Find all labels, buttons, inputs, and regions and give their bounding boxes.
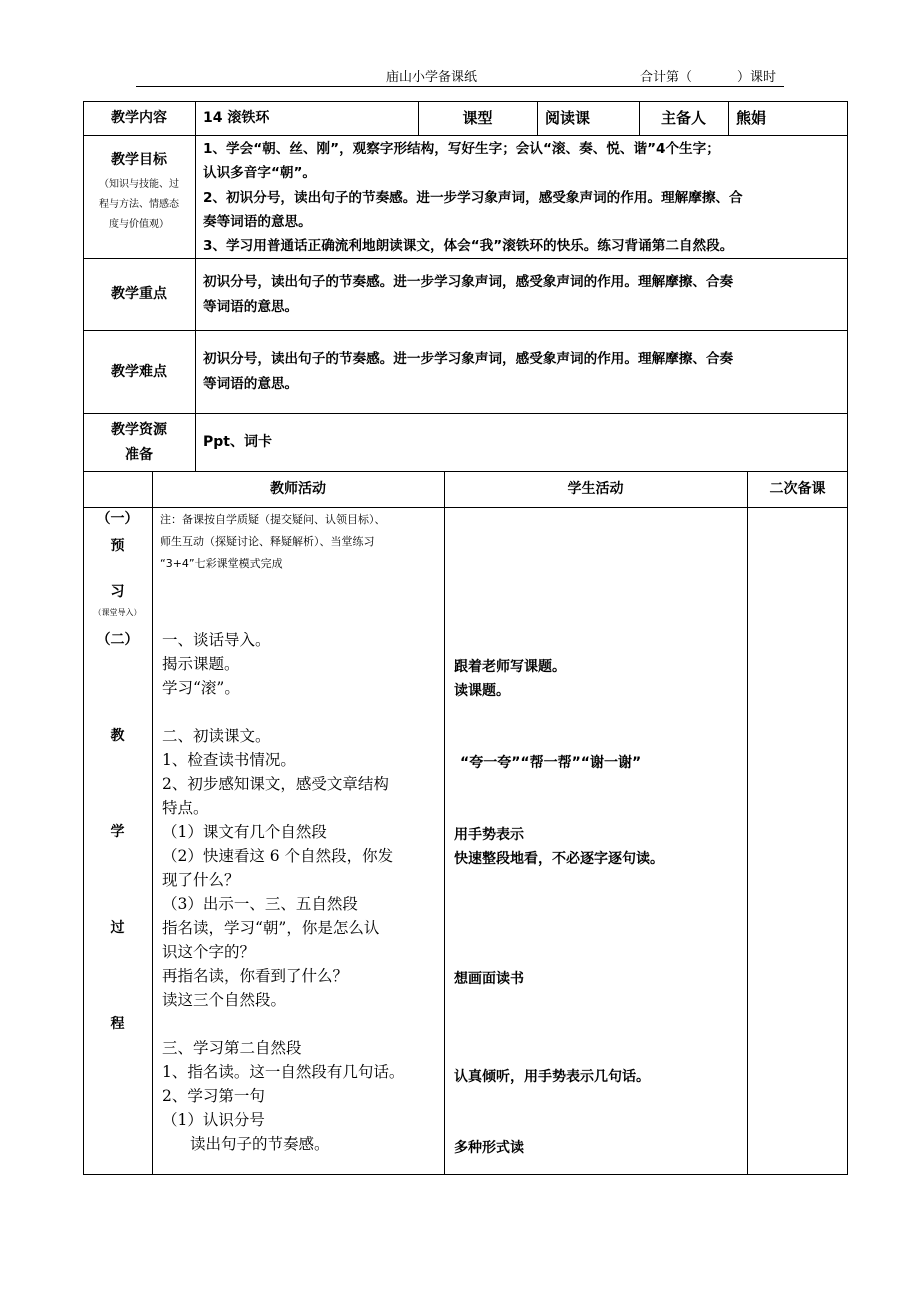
note-line-1: 注：备课按自学质疑（提交疑问、认领目标）、 [160,513,386,526]
teacher-line: （1）认识分号 [162,1111,265,1129]
type-label: 课型 [462,109,493,127]
side-char-xue: 学 [110,824,125,840]
preparer-value: 熊娟 [736,109,767,127]
teacher-line: 三、学习第二自然段 [162,1039,302,1057]
teacher-line: 特点。 [162,799,209,817]
teacher-line: 1、检查读书情况。 [162,751,296,769]
goals-line-1: 1、学会“朝、丝、刚”，观察字形结构，写好生字；会认“滚、奏、悦、谐”4个生字； [203,141,720,157]
teacher-line: 读这三个自然段。 [162,991,287,1009]
teacher-line: 揭示课题。 [162,655,240,673]
content-label: 教学内容 [111,110,167,126]
student-line: 多种形式读 [454,1140,524,1156]
difficulties-label: 教学难点 [111,364,167,380]
teacher-activity-header: 教师活动 [270,481,326,497]
side-char-yu: 预 [110,538,125,554]
teacher-line: 读出句子的节奏感。 [190,1135,330,1153]
side-char-cheng: 程 [110,1016,125,1032]
second-prep-header: 二次备课 [769,481,826,497]
period-prefix: 合计第（ [640,70,693,85]
teacher-line: 再指名读，你看到了什么？ [162,967,349,985]
section-2-label: （二） [96,632,139,648]
teacher-line: 二、初读课文。 [162,727,271,745]
teacher-line: 2、初步感知课文，感受文章结构 [162,775,389,793]
goals-label: 教学目标 [111,152,167,168]
side-char-guo: 过 [110,920,125,936]
key-points-label: 教学重点 [111,286,167,302]
goals-line-5: 3、学习用普通话正确流利地朗读课文，体会“我”滚铁环的快乐。练习背诵第二自然段。 [203,238,734,254]
resources-label-2: 准备 [125,447,153,463]
note-line-2: 师生互动（探疑讨论、释疑解析）、当堂练习 [160,535,375,548]
key-points-line-2: 等词语的意思。 [203,299,299,315]
teacher-line: （3）出示一、三、五自然段 [162,895,358,913]
goals-line-3: 2、初识分号，读出句子的节奏感。进一步学习象声词，感受象声词的作用。理解摩擦、合 [203,190,743,206]
student-line: 认真倾听，用手势表示几句话。 [454,1069,650,1085]
teacher-line: 一、谈话导入。 [162,631,271,649]
section-1-note: （课堂导入） [93,608,142,617]
student-line: 用手势表示 [454,827,524,843]
difficulties-line-2: 等词语的意思。 [203,376,299,392]
header-rule [136,86,784,87]
preparer-label: 主备人 [660,109,706,127]
section-1-label: （一） [96,511,139,527]
goals-sublabel-1: （知识与技能、过 [99,179,179,190]
teacher-line: （1）课文有几个自然段 [162,823,327,841]
teacher-line: 指名读，学习“朝”，你是怎么认 [162,919,380,937]
period-suffix: ）课时 [737,70,777,85]
difficulties-line-1: 初识分号，读出句子的节奏感。进一步学习象声词，感受象声词的作用。理解摩擦、合奏 [203,351,734,367]
resources-label-1: 教学资源 [111,422,167,438]
teacher-line: 2、学习第一句 [162,1087,265,1105]
side-char-jiao: 教 [110,728,125,744]
student-line: 想画面读书 [454,971,524,987]
type-value: 阅读课 [545,109,591,127]
side-char-xi: 习 [110,584,125,600]
teacher-line: （2）快速看这 6 个自然段，你发 [162,847,394,865]
content-value: 14 滚铁环 [203,110,270,126]
student-line: 跟着老师写课题。 [454,659,566,675]
key-points-line-1: 初识分号，读出句子的节奏感。进一步学习象声词，感受象声词的作用。理解摩擦、合奏 [203,274,734,290]
note-line-3: “3+4”七彩课堂模式完成 [160,557,283,570]
student-line: “夸一夸”“帮一帮”“谢一谢” [460,755,642,771]
goals-sublabel-3: 度与价值观） [109,219,169,230]
paper-title: 庙山小学备课纸 [386,70,478,85]
resources-value: Ppt、词卡 [203,434,272,450]
goals-sublabel-2: 程与方法、情感态 [99,199,179,210]
teacher-line: 识这个字的？ [162,943,256,961]
student-activity-header: 学生活动 [567,481,624,497]
teacher-line: 学习“滚”。 [162,679,240,697]
student-line: 读课题。 [454,683,510,699]
teacher-line: 现了什么？ [162,871,240,889]
teacher-line: 1、指名读。这一自然段有几句话。 [162,1063,405,1081]
goals-line-4: 奏等词语的意思。 [203,214,312,230]
student-line: 快速整段地看，不必逐字逐句读。 [454,851,664,867]
goals-line-2: 认识多音字“朝”。 [203,165,317,181]
